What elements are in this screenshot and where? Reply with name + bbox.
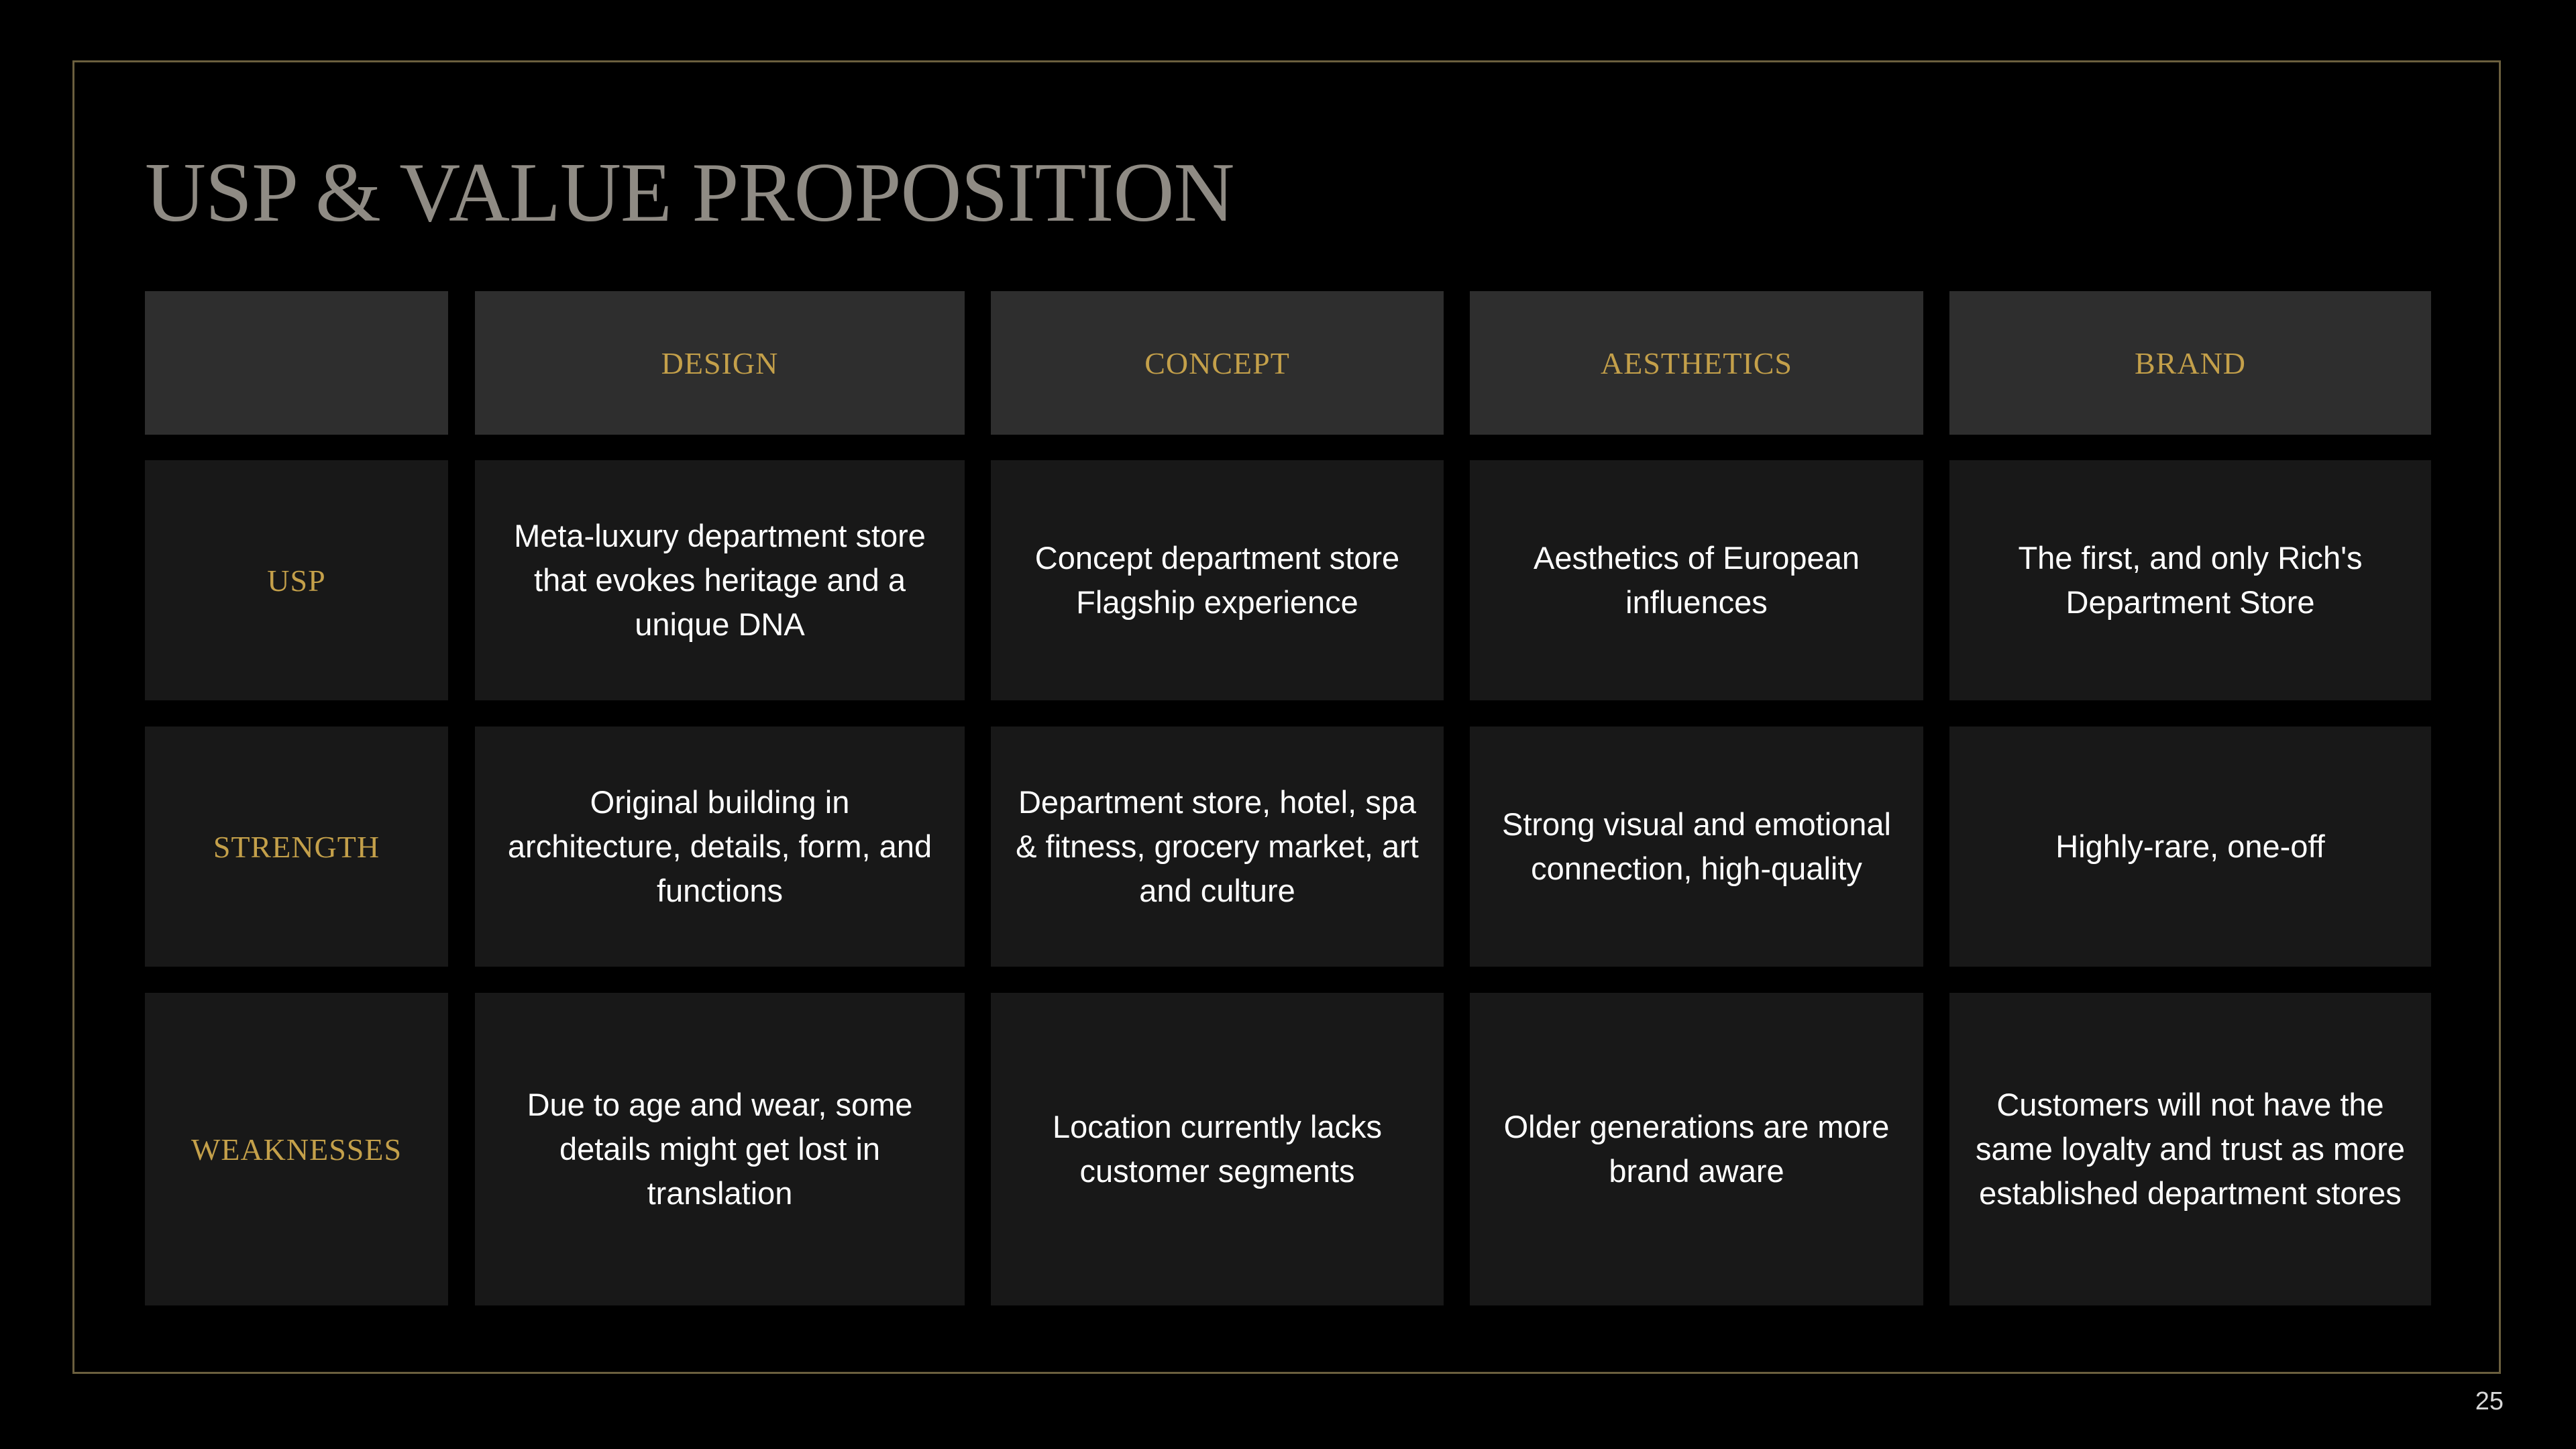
table-cell: Department store, hotel, spa & fitness, grocery market, art and culture	[991, 727, 1444, 967]
table-cell: Strong visual and emotional connection, high-quality	[1470, 727, 1923, 967]
table-cell: Customers will not have the same loyalty and trust as more established department stores	[1949, 993, 2431, 1305]
slide-title: USP & VALUE PROPOSITION	[145, 146, 1234, 239]
table-cell: Concept department store Flagship experience	[991, 460, 1444, 700]
table-cell: Due to age and wear, some details might get lost in translation	[475, 993, 965, 1305]
table-cell: The first, and only Rich's Department Store	[1949, 460, 2431, 700]
page-number: 25	[2475, 1387, 2504, 1415]
row-header-strength: STRENGTH	[145, 727, 448, 967]
column-header-concept: CONCEPT	[991, 291, 1444, 435]
row-header-weaknesses: WEAKNESSES	[145, 993, 448, 1305]
table-corner-cell	[145, 291, 448, 435]
row-header-usp: USP	[145, 460, 448, 700]
table-cell: Highly-rare, one-off	[1949, 727, 2431, 967]
table-cell: Location currently lacks customer segments	[991, 993, 1444, 1305]
table-cell: Aesthetics of European influences	[1470, 460, 1923, 700]
column-header-design: DESIGN	[475, 291, 965, 435]
table-cell: Original building in architecture, details, form, and functions	[475, 727, 965, 967]
column-header-brand: BRAND	[1949, 291, 2431, 435]
table-cell: Meta-luxury department store that evokes heritage and a unique DNA	[475, 460, 965, 700]
table-cell: Older generations are more brand aware	[1470, 993, 1923, 1305]
column-header-aesthetics: AESTHETICS	[1470, 291, 1923, 435]
